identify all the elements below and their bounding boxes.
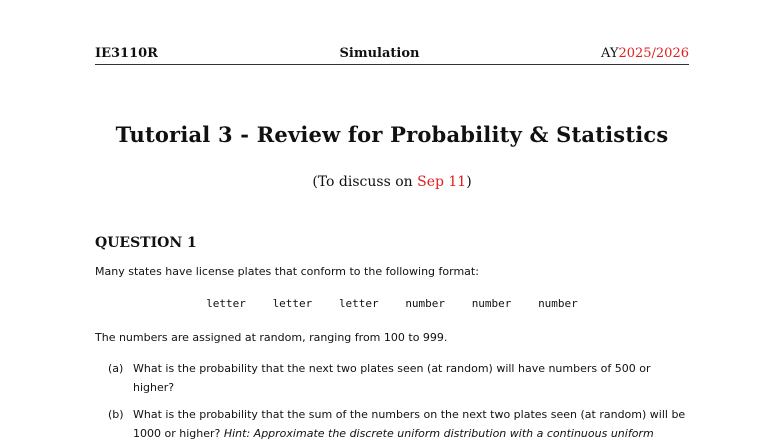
item-label: (a): [108, 362, 124, 375]
page-header: [95, 46, 689, 65]
item-body: What is the probability that the sum of the numbers on the next two plates seen (at random) will be 1000 or higher?: [133, 408, 686, 440]
question-intro: Many states have license plates that conform to the following format:: [95, 265, 479, 278]
academic-year-prefix: AY: [600, 46, 619, 61]
format-token: number: [471, 297, 512, 310]
question-item-a: [108, 359, 690, 397]
item-hint: Hint: Approximate the discrete uniform distribution with a continuous uniform: [223, 427, 654, 440]
discussion-date: [0, 174, 784, 190]
item-text: [133, 405, 690, 443]
tutorial-title: Tutorial 3 - Review for Probability & Statistics: [115, 122, 669, 147]
academic-year: [601, 46, 689, 61]
format-token: letter: [206, 297, 246, 310]
discussion-prefix: (To discuss on: [312, 174, 418, 190]
academic-year-value: 2025/2026: [618, 46, 689, 61]
discussion-suffix: ): [466, 174, 472, 190]
subject-name: Simulation: [339, 46, 420, 61]
course-code: IE3110R: [95, 46, 158, 61]
discussion-date-value: Sep 11: [417, 174, 467, 190]
question-heading: QUESTION 1: [95, 235, 197, 251]
question-item-b: [108, 405, 690, 443]
item-label: (b): [108, 408, 124, 421]
format-token: number: [405, 297, 446, 310]
format-token: letter: [338, 297, 379, 310]
format-token: number: [538, 297, 578, 310]
plate-format: [0, 297, 784, 310]
number-range-text: The numbers are assigned at random, ranging from 100 to 999.: [95, 331, 448, 344]
item-text: What is the probability that the next two plates seen (at random) will have numbers of 500 or higher?: [133, 362, 651, 394]
format-token: letter: [272, 297, 313, 310]
